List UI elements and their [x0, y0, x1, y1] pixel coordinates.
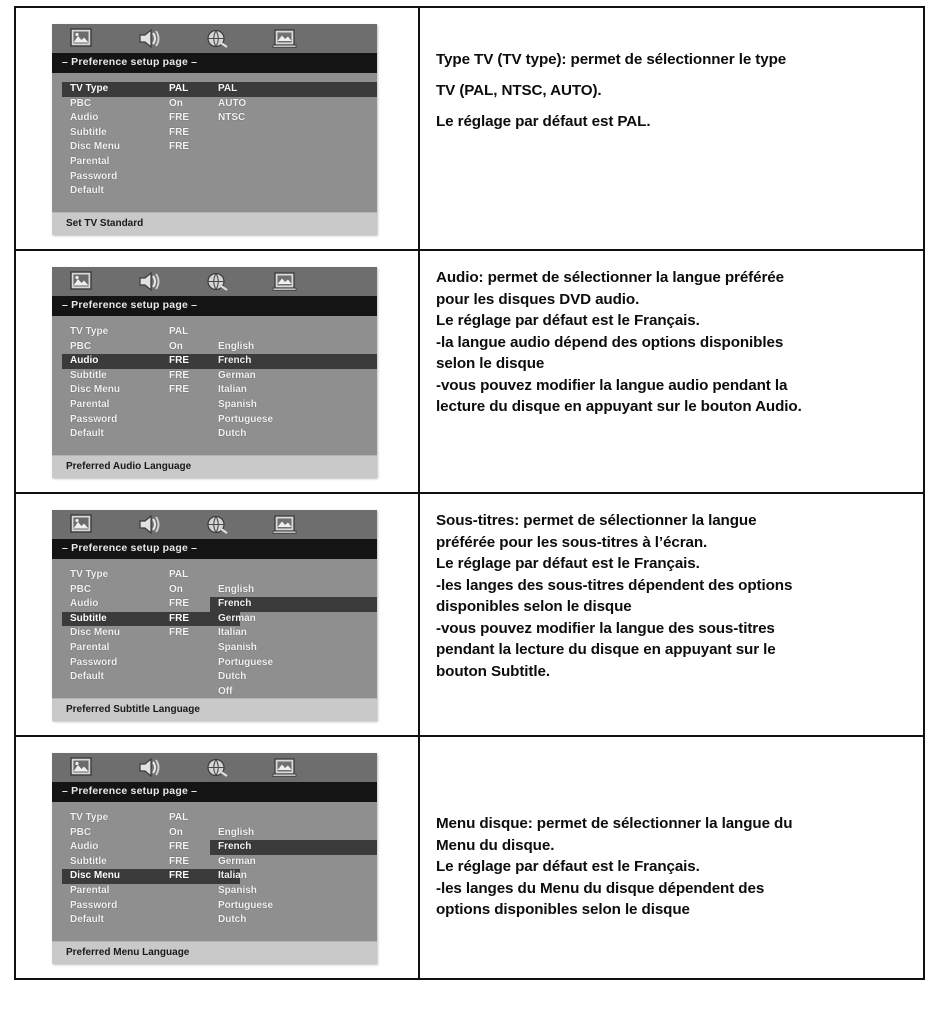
note-line: -vous pouvez modifier la langue des sous-titres — [436, 619, 775, 637]
note-line: Le réglage par défaut est PAL. — [436, 113, 651, 130]
osd-option-label: Spanish — [218, 884, 257, 896]
osd-option-label: Spanish — [218, 398, 257, 410]
osd-wrap — [16, 494, 418, 735]
osd-option-label: Portuguese — [218, 413, 274, 425]
osd-option-label: French — [218, 841, 252, 853]
note-subtitle — [420, 494, 923, 696]
osd-option-label: English — [218, 583, 255, 595]
osd-option-label: AUTO — [218, 97, 247, 109]
osd-menu-item-tv-type[interactable]: TV Type PAL — [70, 326, 189, 337]
osd-option-english[interactable] — [210, 826, 377, 841]
osd-icon-bar — [52, 267, 377, 296]
osd-status-bar: Preferred Subtitle Language — [52, 698, 377, 721]
osd-body — [52, 316, 377, 455]
osd-option-dutch[interactable] — [210, 913, 377, 928]
osd-option-portuguese[interactable] — [210, 656, 377, 671]
note-line: préférée pour les sous-titres à l’écran. — [436, 533, 708, 551]
osd-option-ntsc[interactable] — [210, 111, 377, 126]
osd-page-title: – Preference setup page – — [52, 782, 377, 802]
preference-monitor-icon[interactable] — [272, 757, 298, 778]
osd-option-french[interactable] — [210, 354, 377, 369]
osd-option-label: Off — [218, 685, 233, 697]
osd-body — [52, 559, 377, 698]
preference-monitor-icon[interactable] — [272, 514, 298, 535]
osd-menu-item-subtitle[interactable]: Subtitle FRE — [70, 855, 189, 867]
osd-menu-item-password[interactable]: Password — [70, 656, 118, 668]
osd-option-label: English — [218, 340, 255, 352]
osd-menu-item-pbc[interactable]: PBC On — [70, 340, 183, 352]
audio-speaker-icon[interactable] — [136, 28, 162, 49]
note-audio — [420, 251, 923, 432]
osd-option-german[interactable] — [210, 612, 377, 627]
osd-option-spanish[interactable] — [210, 884, 377, 899]
osd-option-english[interactable] — [210, 583, 377, 598]
osd-option-label: Italian — [218, 870, 247, 882]
table-row — [15, 736, 924, 979]
osd-option-french[interactable] — [210, 597, 377, 612]
osd-screen-audio — [52, 267, 377, 478]
osd-status-bar: Set TV Standard — [52, 212, 377, 235]
osd-option-label: Italian — [218, 627, 247, 639]
osd-menu-item-audio[interactable]: Audio FRE — [70, 112, 189, 124]
note-line: TV (PAL, NTSC, AUTO). — [436, 82, 602, 99]
note-line: Menu du disque. — [436, 836, 555, 854]
manual-table — [14, 6, 925, 980]
table-row — [15, 7, 924, 250]
note-cell-disc-menu — [419, 736, 924, 979]
osd-page-title: – Preference setup page – — [52, 53, 377, 73]
osd-option-dutch[interactable] — [210, 670, 377, 685]
osd-menu-item-audio[interactable]: Audio FRE — [70, 598, 189, 610]
satellite-globe-icon[interactable] — [204, 28, 230, 49]
osd-icon-bar — [52, 510, 377, 539]
note-line: Le réglage par défaut est le Français. — [436, 312, 700, 329]
video-picture-icon[interactable] — [68, 271, 94, 292]
osd-menu-item-pbc[interactable]: PBC On — [70, 583, 183, 595]
osd-option-label: French — [218, 598, 252, 610]
note-line: pour les disques DVD audio. — [436, 290, 640, 308]
osd-option-spanish[interactable] — [210, 398, 377, 413]
osd-option-spanish[interactable] — [210, 641, 377, 656]
osd-option-label: Dutch — [218, 428, 247, 440]
osd-cell-audio — [15, 250, 419, 493]
osd-menu-item-disc-menu[interactable]: Disc Menu FRE — [70, 141, 189, 153]
osd-option-column — [210, 340, 377, 442]
osd-cell-subtitle — [15, 493, 419, 736]
osd-menu-item-tv-type[interactable]: TV Type PAL — [70, 569, 189, 580]
osd-option-italian[interactable] — [210, 869, 377, 884]
video-picture-icon[interactable] — [68, 514, 94, 535]
note-tv-type — [420, 8, 923, 151]
osd-wrap — [16, 8, 418, 249]
audio-speaker-icon[interactable] — [136, 514, 162, 535]
osd-option-label: Portuguese — [218, 899, 274, 911]
osd-icon-bar — [52, 24, 377, 53]
satellite-globe-icon[interactable] — [204, 757, 230, 778]
video-picture-icon[interactable] — [68, 28, 94, 49]
osd-menu-item-password[interactable]: Password — [70, 413, 118, 425]
osd-menu-item-disc-menu[interactable]: Disc Menu FRE — [70, 627, 189, 639]
osd-menu-item-parental[interactable]: Parental — [70, 641, 110, 653]
osd-option-label: English — [218, 826, 255, 838]
osd-status-bar: Preferred Menu Language — [52, 941, 377, 964]
note-line: Audio: permet de sélectionner la langue préférée — [436, 269, 784, 286]
osd-status-bar: Preferred Audio Language — [52, 455, 377, 478]
note-line: -les langes du Menu du disque dépendent des — [436, 879, 765, 897]
osd-menu-item-parental[interactable]: Parental — [70, 884, 110, 896]
osd-option-german[interactable] — [210, 855, 377, 870]
note-line: -la langue audio dépend des options disponibles — [436, 333, 784, 351]
osd-screen-disc-menu — [52, 753, 377, 964]
osd-option-label: PAL — [218, 83, 238, 94]
osd-option-label: Portuguese — [218, 656, 274, 668]
osd-icon-bar — [52, 753, 377, 782]
osd-menu-item-default[interactable]: Default — [70, 428, 104, 440]
note-line: bouton Subtitle. — [436, 662, 550, 680]
osd-menu-item-tv-type[interactable]: TV Type PAL — [70, 812, 189, 823]
osd-menu-item-tv-type[interactable]: TV Type PAL — [52, 82, 240, 97]
osd-option-label: Italian — [218, 384, 247, 396]
osd-cell-tv-type — [15, 7, 419, 250]
note-line: lecture du disque en appuyant sur le bouton Audio. — [436, 398, 802, 415]
osd-option-dutch[interactable] — [210, 427, 377, 442]
note-line: disponibles selon le disque — [436, 598, 632, 615]
osd-option-label: NTSC — [218, 112, 246, 124]
osd-option-german[interactable] — [210, 369, 377, 384]
osd-menu-item-password[interactable]: Password — [70, 899, 118, 911]
osd-screen-subtitle — [52, 510, 377, 721]
osd-option-column — [210, 82, 377, 126]
note-disc-menu — [420, 737, 923, 935]
audio-speaker-icon[interactable] — [136, 757, 162, 778]
osd-menu-item-password[interactable]: Password — [70, 170, 118, 182]
osd-screen-tv-type — [52, 24, 377, 235]
osd-option-label: Dutch — [218, 914, 247, 926]
note-cell-subtitle — [419, 493, 924, 736]
note-line: Le réglage par défaut est le Français. — [436, 858, 700, 875]
note-line: -les langes des sous-titres dépendent des options — [436, 576, 793, 594]
table-row — [15, 250, 924, 493]
note-line: Menu disque: permet de sélectionner la langue du — [436, 815, 793, 832]
note-line: options disponibles selon le disque — [436, 901, 690, 918]
osd-option-label: Dutch — [218, 671, 247, 683]
osd-menu-item-pbc[interactable]: PBC On — [70, 826, 183, 838]
osd-option-italian[interactable] — [210, 383, 377, 398]
osd-option-off[interactable] — [210, 685, 377, 700]
preference-monitor-icon[interactable] — [272, 28, 298, 49]
osd-option-label: German — [218, 612, 256, 624]
note-line: pendant la lecture du disque en appuyant sur le — [436, 641, 776, 658]
osd-menu-item-default[interactable]: Default — [70, 914, 104, 926]
osd-menu-item-default[interactable]: Default — [70, 185, 104, 197]
preference-monitor-icon[interactable] — [272, 271, 298, 292]
osd-option-column — [210, 583, 377, 700]
osd-option-pal[interactable] — [210, 82, 377, 97]
note-line: Sous-titres: permet de sélectionner la langue — [436, 512, 757, 529]
osd-menu-item-parental[interactable]: Parental — [70, 398, 110, 410]
note-cell-audio — [419, 250, 924, 493]
audio-speaker-icon[interactable] — [136, 271, 162, 292]
osd-option-italian[interactable] — [210, 626, 377, 641]
osd-menu-item-pbc[interactable]: PBC On — [70, 97, 183, 109]
osd-option-label: German — [218, 369, 256, 381]
osd-menu-item-default[interactable]: Default — [70, 671, 104, 683]
osd-wrap — [16, 737, 418, 978]
osd-menu-item-subtitle[interactable]: Subtitle FRE — [70, 369, 189, 381]
osd-option-auto[interactable] — [210, 97, 377, 112]
osd-option-label: French — [218, 355, 252, 367]
satellite-globe-icon[interactable] — [204, 514, 230, 535]
satellite-globe-icon[interactable] — [204, 271, 230, 292]
osd-option-portuguese[interactable] — [210, 899, 377, 914]
osd-cell-disc-menu — [15, 736, 419, 979]
osd-option-portuguese[interactable] — [210, 413, 377, 428]
osd-wrap — [16, 251, 418, 492]
osd-option-label: German — [218, 855, 256, 867]
osd-menu-item-disc-menu[interactable]: Disc Menu FRE — [70, 384, 189, 396]
osd-menu-item-disc-menu[interactable]: Disc Menu FRE — [52, 869, 240, 884]
osd-menu-item-audio[interactable]: Audio FRE — [70, 841, 189, 853]
note-line: -vous pouvez modifier la langue audio pendant la — [436, 376, 788, 394]
osd-menu-item-audio[interactable]: Audio FRE — [52, 354, 240, 369]
manual-table-body — [15, 7, 924, 979]
osd-option-column — [210, 826, 377, 928]
note-cell-tv-type — [419, 7, 924, 250]
osd-body — [52, 802, 377, 941]
osd-menu-item-subtitle[interactable]: Subtitle FRE — [52, 612, 240, 627]
osd-menu-item-subtitle[interactable]: Subtitle FRE — [70, 126, 189, 138]
osd-option-french[interactable] — [210, 840, 377, 855]
osd-body — [52, 73, 377, 212]
table-row — [15, 493, 924, 736]
note-line: Le réglage par défaut est le Français. — [436, 555, 700, 572]
osd-page-title: – Preference setup page – — [52, 296, 377, 316]
osd-menu-item-parental[interactable]: Parental — [70, 155, 110, 167]
video-picture-icon[interactable] — [68, 757, 94, 778]
osd-page-title: – Preference setup page – — [52, 539, 377, 559]
note-line: selon le disque — [436, 355, 545, 372]
osd-option-label: Spanish — [218, 641, 257, 653]
note-line: Type TV (TV type): permet de sélectionner le type — [436, 51, 787, 68]
osd-option-english[interactable] — [210, 340, 377, 355]
